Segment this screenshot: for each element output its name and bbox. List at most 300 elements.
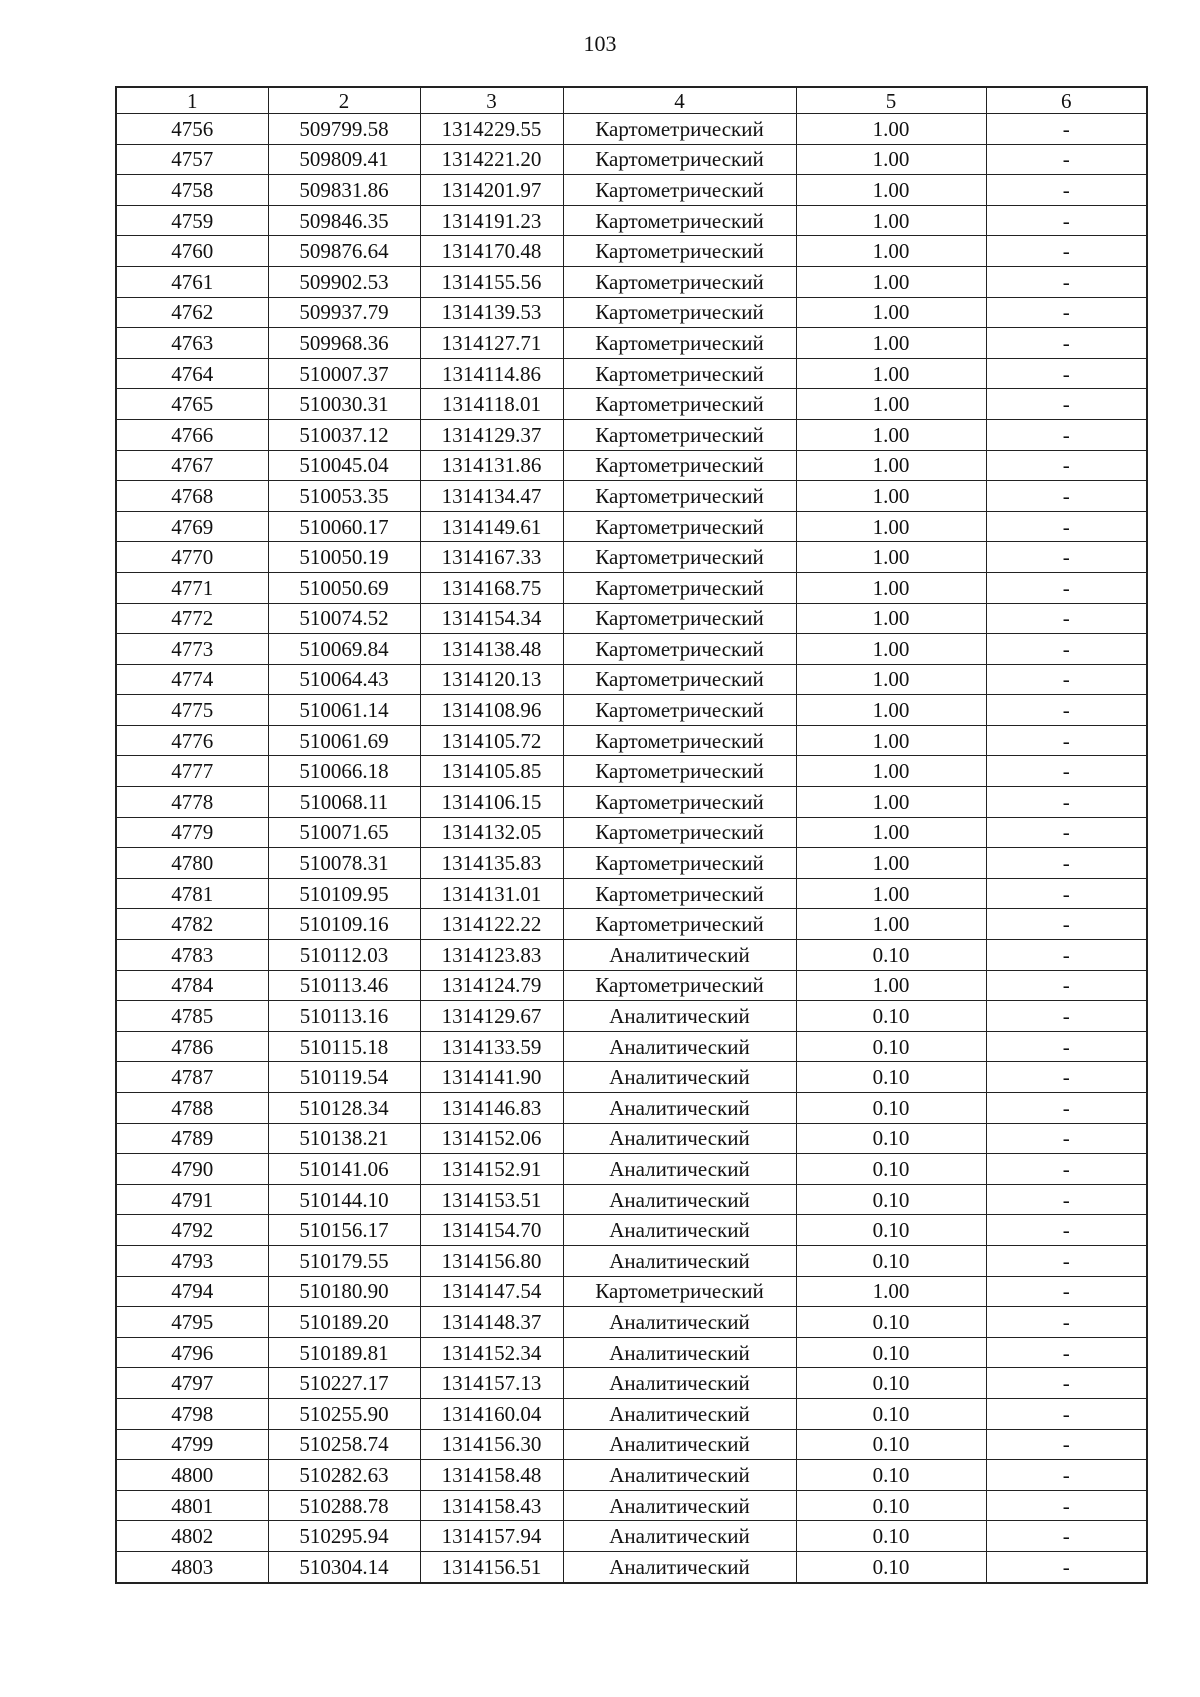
- cell-accuracy: 1.00: [796, 419, 986, 450]
- cell-y-coordinate: 1314148.37: [420, 1307, 563, 1338]
- cell-method: Картометрический: [563, 266, 796, 297]
- cell-y-coordinate: 1314118.01: [420, 389, 563, 420]
- cell-accuracy: 1.00: [796, 236, 986, 267]
- cell-note: -: [986, 878, 1147, 909]
- cell-note: -: [986, 328, 1147, 359]
- cell-method: Аналитический: [563, 940, 796, 971]
- cell-point-number: 4781: [116, 878, 268, 909]
- cell-accuracy: 1.00: [796, 144, 986, 175]
- cell-note: -: [986, 1062, 1147, 1093]
- cell-x-coordinate: 510282.63: [268, 1460, 420, 1491]
- table-row: [116, 1031, 1147, 1062]
- cell-method: Картометрический: [563, 511, 796, 542]
- header-col-2: 2: [268, 87, 420, 114]
- cell-point-number: 4763: [116, 328, 268, 359]
- cell-x-coordinate: 510050.69: [268, 572, 420, 603]
- cell-note: -: [986, 1551, 1147, 1582]
- cell-point-number: 4759: [116, 205, 268, 236]
- cell-x-coordinate: 509846.35: [268, 205, 420, 236]
- cell-x-coordinate: 510255.90: [268, 1398, 420, 1429]
- cell-y-coordinate: 1314156.51: [420, 1551, 563, 1582]
- cell-note: -: [986, 725, 1147, 756]
- cell-x-coordinate: 509809.41: [268, 144, 420, 175]
- cell-accuracy: 1.00: [796, 511, 986, 542]
- cell-note: -: [986, 1337, 1147, 1368]
- table-row: [116, 328, 1147, 359]
- cell-point-number: 4792: [116, 1215, 268, 1246]
- cell-x-coordinate: 510141.06: [268, 1154, 420, 1185]
- table-row: [116, 1337, 1147, 1368]
- cell-x-coordinate: 510060.17: [268, 511, 420, 542]
- cell-accuracy: 0.10: [796, 1398, 986, 1429]
- cell-method: Аналитический: [563, 1490, 796, 1521]
- table-row: [116, 970, 1147, 1001]
- cell-x-coordinate: 510113.46: [268, 970, 420, 1001]
- cell-note: -: [986, 634, 1147, 665]
- cell-method: Картометрический: [563, 848, 796, 879]
- cell-accuracy: 1.00: [796, 542, 986, 573]
- cell-point-number: 4770: [116, 542, 268, 573]
- cell-accuracy: 1.00: [796, 481, 986, 512]
- cell-y-coordinate: 1314152.91: [420, 1154, 563, 1185]
- cell-point-number: 4786: [116, 1031, 268, 1062]
- cell-accuracy: 0.10: [796, 940, 986, 971]
- cell-accuracy: 1.00: [796, 358, 986, 389]
- cell-accuracy: 0.10: [796, 1123, 986, 1154]
- cell-point-number: 4769: [116, 511, 268, 542]
- table-row: [116, 236, 1147, 267]
- cell-y-coordinate: 1314153.51: [420, 1184, 563, 1215]
- cell-method: Аналитический: [563, 1460, 796, 1491]
- cell-note: -: [986, 144, 1147, 175]
- table-row: [116, 1062, 1147, 1093]
- cell-x-coordinate: 510288.78: [268, 1490, 420, 1521]
- cell-method: Аналитический: [563, 1245, 796, 1276]
- cell-x-coordinate: 510128.34: [268, 1093, 420, 1124]
- cell-x-coordinate: 510074.52: [268, 603, 420, 634]
- cell-note: -: [986, 1215, 1147, 1246]
- cell-method: Аналитический: [563, 1307, 796, 1338]
- cell-y-coordinate: 1314229.55: [420, 114, 563, 145]
- cell-method: Аналитический: [563, 1184, 796, 1215]
- table-row: [116, 1398, 1147, 1429]
- cell-point-number: 4757: [116, 144, 268, 175]
- cell-y-coordinate: 1314138.48: [420, 634, 563, 665]
- header-col-5: 5: [796, 87, 986, 114]
- cell-point-number: 4777: [116, 756, 268, 787]
- cell-note: -: [986, 175, 1147, 206]
- cell-point-number: 4776: [116, 725, 268, 756]
- table-row: [116, 1184, 1147, 1215]
- cell-method: Картометрический: [563, 572, 796, 603]
- table-row: [116, 297, 1147, 328]
- cell-x-coordinate: 509902.53: [268, 266, 420, 297]
- table-row: [116, 1521, 1147, 1552]
- cell-accuracy: 0.10: [796, 1368, 986, 1399]
- cell-y-coordinate: 1314114.86: [420, 358, 563, 389]
- table-row: [116, 144, 1147, 175]
- cell-point-number: 4800: [116, 1460, 268, 1491]
- cell-y-coordinate: 1314157.13: [420, 1368, 563, 1399]
- cell-note: -: [986, 1276, 1147, 1307]
- cell-method: Аналитический: [563, 1551, 796, 1582]
- cell-note: -: [986, 1368, 1147, 1399]
- table-row: [116, 1154, 1147, 1185]
- cell-x-coordinate: 510078.31: [268, 848, 420, 879]
- cell-accuracy: 1.00: [796, 725, 986, 756]
- cell-y-coordinate: 1314160.04: [420, 1398, 563, 1429]
- cell-method: Картометрический: [563, 297, 796, 328]
- cell-point-number: 4768: [116, 481, 268, 512]
- table-row: [116, 1429, 1147, 1460]
- cell-point-number: 4783: [116, 940, 268, 971]
- cell-method: Картометрический: [563, 756, 796, 787]
- cell-accuracy: 1.00: [796, 787, 986, 818]
- cell-x-coordinate: 510053.35: [268, 481, 420, 512]
- cell-method: Аналитический: [563, 1429, 796, 1460]
- cell-point-number: 4793: [116, 1245, 268, 1276]
- cell-point-number: 4799: [116, 1429, 268, 1460]
- cell-note: -: [986, 511, 1147, 542]
- header-col-4: 4: [563, 87, 796, 114]
- cell-y-coordinate: 1314129.67: [420, 1001, 563, 1032]
- cell-y-coordinate: 1314156.30: [420, 1429, 563, 1460]
- cell-point-number: 4765: [116, 389, 268, 420]
- cell-accuracy: 1.00: [796, 266, 986, 297]
- cell-accuracy: 1.00: [796, 328, 986, 359]
- cell-note: -: [986, 542, 1147, 573]
- cell-point-number: 4785: [116, 1001, 268, 1032]
- cell-point-number: 4789: [116, 1123, 268, 1154]
- cell-x-coordinate: 510066.18: [268, 756, 420, 787]
- cell-x-coordinate: 510069.84: [268, 634, 420, 665]
- cell-point-number: 4802: [116, 1521, 268, 1552]
- cell-note: -: [986, 909, 1147, 940]
- cell-x-coordinate: 510180.90: [268, 1276, 420, 1307]
- cell-x-coordinate: 509937.79: [268, 297, 420, 328]
- cell-point-number: 4784: [116, 970, 268, 1001]
- cell-accuracy: 0.10: [796, 1490, 986, 1521]
- cell-note: -: [986, 358, 1147, 389]
- cell-accuracy: 0.10: [796, 1093, 986, 1124]
- cell-accuracy: 1.00: [796, 695, 986, 726]
- cell-note: -: [986, 603, 1147, 634]
- cell-x-coordinate: 510109.16: [268, 909, 420, 940]
- cell-note: -: [986, 1031, 1147, 1062]
- cell-point-number: 4791: [116, 1184, 268, 1215]
- cell-y-coordinate: 1314122.22: [420, 909, 563, 940]
- cell-y-coordinate: 1314154.34: [420, 603, 563, 634]
- cell-point-number: 4761: [116, 266, 268, 297]
- cell-method: Аналитический: [563, 1062, 796, 1093]
- cell-x-coordinate: 510061.14: [268, 695, 420, 726]
- cell-x-coordinate: 510061.69: [268, 725, 420, 756]
- cell-x-coordinate: 510138.21: [268, 1123, 420, 1154]
- cell-x-coordinate: 510304.14: [268, 1551, 420, 1582]
- cell-method: Аналитический: [563, 1001, 796, 1032]
- cell-point-number: 4801: [116, 1490, 268, 1521]
- cell-accuracy: 0.10: [796, 1031, 986, 1062]
- cell-note: -: [986, 419, 1147, 450]
- cell-x-coordinate: 510144.10: [268, 1184, 420, 1215]
- cell-x-coordinate: 510109.95: [268, 878, 420, 909]
- table-row: [116, 1276, 1147, 1307]
- cell-note: -: [986, 1398, 1147, 1429]
- table-row: [116, 114, 1147, 145]
- cell-y-coordinate: 1314152.06: [420, 1123, 563, 1154]
- cell-note: -: [986, 1460, 1147, 1491]
- cell-accuracy: 1.00: [796, 603, 986, 634]
- cell-accuracy: 0.10: [796, 1215, 986, 1246]
- table-row: [116, 634, 1147, 665]
- cell-note: -: [986, 1184, 1147, 1215]
- table-row: [116, 205, 1147, 236]
- cell-accuracy: 0.10: [796, 1062, 986, 1093]
- cell-point-number: 4797: [116, 1368, 268, 1399]
- cell-y-coordinate: 1314168.75: [420, 572, 563, 603]
- cell-note: -: [986, 695, 1147, 726]
- table-row: [116, 1215, 1147, 1246]
- cell-method: Картометрический: [563, 114, 796, 145]
- cell-note: -: [986, 114, 1147, 145]
- cell-method: Картометрический: [563, 725, 796, 756]
- cell-note: -: [986, 205, 1147, 236]
- cell-accuracy: 0.10: [796, 1521, 986, 1552]
- cell-point-number: 4775: [116, 695, 268, 726]
- cell-note: -: [986, 450, 1147, 481]
- cell-method: Аналитический: [563, 1368, 796, 1399]
- cell-y-coordinate: 1314106.15: [420, 787, 563, 818]
- cell-accuracy: 0.10: [796, 1460, 986, 1491]
- cell-y-coordinate: 1314146.83: [420, 1093, 563, 1124]
- cell-y-coordinate: 1314149.61: [420, 511, 563, 542]
- cell-accuracy: 1.00: [796, 878, 986, 909]
- header-col-1: 1: [116, 87, 268, 114]
- cell-point-number: 4760: [116, 236, 268, 267]
- cell-method: Картометрический: [563, 970, 796, 1001]
- cell-accuracy: 0.10: [796, 1001, 986, 1032]
- cell-y-coordinate: 1314120.13: [420, 664, 563, 695]
- cell-accuracy: 1.00: [796, 450, 986, 481]
- table-row: [116, 817, 1147, 848]
- table-row: [116, 603, 1147, 634]
- cell-point-number: 4790: [116, 1154, 268, 1185]
- cell-x-coordinate: 510295.94: [268, 1521, 420, 1552]
- cell-x-coordinate: 510227.17: [268, 1368, 420, 1399]
- cell-note: -: [986, 236, 1147, 267]
- cell-accuracy: 0.10: [796, 1184, 986, 1215]
- cell-accuracy: 1.00: [796, 572, 986, 603]
- cell-point-number: 4795: [116, 1307, 268, 1338]
- table-row: [116, 572, 1147, 603]
- cell-method: Картометрический: [563, 328, 796, 359]
- header-col-6: 6: [986, 87, 1147, 114]
- cell-method: Картометрический: [563, 695, 796, 726]
- cell-x-coordinate: 509876.64: [268, 236, 420, 267]
- cell-note: -: [986, 481, 1147, 512]
- cell-accuracy: 1.00: [796, 175, 986, 206]
- cell-point-number: 4767: [116, 450, 268, 481]
- cell-y-coordinate: 1314141.90: [420, 1062, 563, 1093]
- cell-method: Аналитический: [563, 1031, 796, 1062]
- cell-y-coordinate: 1314152.34: [420, 1337, 563, 1368]
- cell-accuracy: 0.10: [796, 1337, 986, 1368]
- cell-y-coordinate: 1314154.70: [420, 1215, 563, 1246]
- table-row: [116, 450, 1147, 481]
- cell-note: -: [986, 817, 1147, 848]
- cell-y-coordinate: 1314221.20: [420, 144, 563, 175]
- table-row: [116, 1551, 1147, 1582]
- cell-point-number: 4771: [116, 572, 268, 603]
- cell-y-coordinate: 1314132.05: [420, 817, 563, 848]
- table-row: [116, 756, 1147, 787]
- table-row: [116, 848, 1147, 879]
- cell-accuracy: 1.00: [796, 848, 986, 879]
- cell-method: Картометрический: [563, 1276, 796, 1307]
- cell-x-coordinate: 510007.37: [268, 358, 420, 389]
- cell-point-number: 4762: [116, 297, 268, 328]
- table-row: [116, 419, 1147, 450]
- cell-note: -: [986, 1429, 1147, 1460]
- cell-y-coordinate: 1314170.48: [420, 236, 563, 267]
- page-number: 103: [583, 31, 617, 56]
- cell-method: Картометрический: [563, 664, 796, 695]
- cell-note: -: [986, 1521, 1147, 1552]
- cell-accuracy: 0.10: [796, 1429, 986, 1460]
- cell-method: Картометрический: [563, 817, 796, 848]
- cell-method: Картометрический: [563, 634, 796, 665]
- cell-x-coordinate: 510179.55: [268, 1245, 420, 1276]
- cell-note: -: [986, 1123, 1147, 1154]
- cell-y-coordinate: 1314156.80: [420, 1245, 563, 1276]
- cell-x-coordinate: 510189.81: [268, 1337, 420, 1368]
- cell-x-coordinate: 510068.11: [268, 787, 420, 818]
- table-row: [116, 664, 1147, 695]
- cell-point-number: 4788: [116, 1093, 268, 1124]
- header-col-3: 3: [420, 87, 563, 114]
- cell-y-coordinate: 1314147.54: [420, 1276, 563, 1307]
- cell-method: Аналитический: [563, 1154, 796, 1185]
- cell-accuracy: 1.00: [796, 297, 986, 328]
- cell-y-coordinate: 1314108.96: [420, 695, 563, 726]
- cell-method: Аналитический: [563, 1215, 796, 1246]
- cell-x-coordinate: 510030.31: [268, 389, 420, 420]
- cell-method: Картометрический: [563, 205, 796, 236]
- cell-y-coordinate: 1314157.94: [420, 1521, 563, 1552]
- cell-accuracy: 1.00: [796, 634, 986, 665]
- cell-note: -: [986, 1001, 1147, 1032]
- cell-note: -: [986, 1093, 1147, 1124]
- cell-method: Аналитический: [563, 1337, 796, 1368]
- cell-accuracy: 0.10: [796, 1307, 986, 1338]
- cell-x-coordinate: 510050.19: [268, 542, 420, 573]
- table-row: [116, 481, 1147, 512]
- cell-y-coordinate: 1314131.01: [420, 878, 563, 909]
- cell-point-number: 4766: [116, 419, 268, 450]
- table-row: [116, 266, 1147, 297]
- cell-point-number: 4764: [116, 358, 268, 389]
- cell-method: Картометрический: [563, 144, 796, 175]
- cell-note: -: [986, 266, 1147, 297]
- cell-method: Картометрический: [563, 450, 796, 481]
- cell-method: Картометрический: [563, 909, 796, 940]
- cell-method: Аналитический: [563, 1123, 796, 1154]
- cell-x-coordinate: 509831.86: [268, 175, 420, 206]
- table-row: [116, 1001, 1147, 1032]
- cell-method: Картометрический: [563, 542, 796, 573]
- table-body: [116, 114, 1147, 1583]
- cell-note: -: [986, 297, 1147, 328]
- cell-accuracy: 1.00: [796, 114, 986, 145]
- cell-accuracy: 1.00: [796, 909, 986, 940]
- cell-note: -: [986, 756, 1147, 787]
- cell-method: Аналитический: [563, 1093, 796, 1124]
- cell-accuracy: 0.10: [796, 1551, 986, 1582]
- cell-accuracy: 1.00: [796, 205, 986, 236]
- cell-accuracy: 0.10: [796, 1154, 986, 1185]
- cell-y-coordinate: 1314158.43: [420, 1490, 563, 1521]
- cell-point-number: 4782: [116, 909, 268, 940]
- table-row: [116, 511, 1147, 542]
- cell-accuracy: 1.00: [796, 1276, 986, 1307]
- cell-y-coordinate: 1314134.47: [420, 481, 563, 512]
- cell-method: Картометрический: [563, 419, 796, 450]
- cell-point-number: 4758: [116, 175, 268, 206]
- cell-note: -: [986, 1154, 1147, 1185]
- cell-x-coordinate: 510113.16: [268, 1001, 420, 1032]
- table-row: [116, 1093, 1147, 1124]
- cell-x-coordinate: 509799.58: [268, 114, 420, 145]
- cell-y-coordinate: 1314123.83: [420, 940, 563, 971]
- cell-accuracy: 1.00: [796, 756, 986, 787]
- cell-note: -: [986, 664, 1147, 695]
- cell-y-coordinate: 1314129.37: [420, 419, 563, 450]
- cell-y-coordinate: 1314131.86: [420, 450, 563, 481]
- cell-y-coordinate: 1314201.97: [420, 175, 563, 206]
- cell-x-coordinate: 510119.54: [268, 1062, 420, 1093]
- cell-note: -: [986, 1307, 1147, 1338]
- cell-note: -: [986, 940, 1147, 971]
- cell-method: Аналитический: [563, 1521, 796, 1552]
- table-row: [116, 1460, 1147, 1491]
- table-row: [116, 878, 1147, 909]
- cell-x-coordinate: 510045.04: [268, 450, 420, 481]
- table-header-row: [116, 87, 1147, 114]
- cell-point-number: 4779: [116, 817, 268, 848]
- cell-note: -: [986, 1245, 1147, 1276]
- cell-x-coordinate: 510112.03: [268, 940, 420, 971]
- cell-point-number: 4787: [116, 1062, 268, 1093]
- table-row: [116, 695, 1147, 726]
- cell-y-coordinate: 1314158.48: [420, 1460, 563, 1491]
- cell-accuracy: 1.00: [796, 389, 986, 420]
- cell-y-coordinate: 1314135.83: [420, 848, 563, 879]
- cell-x-coordinate: 510064.43: [268, 664, 420, 695]
- cell-accuracy: 1.00: [796, 664, 986, 695]
- cell-point-number: 4803: [116, 1551, 268, 1582]
- cell-y-coordinate: 1314139.53: [420, 297, 563, 328]
- cell-x-coordinate: 510037.12: [268, 419, 420, 450]
- table-row: [116, 787, 1147, 818]
- cell-point-number: 4794: [116, 1276, 268, 1307]
- cell-note: -: [986, 572, 1147, 603]
- table-row: [116, 1245, 1147, 1276]
- table-row: [116, 175, 1147, 206]
- cell-point-number: 4780: [116, 848, 268, 879]
- table-row: [116, 358, 1147, 389]
- cell-x-coordinate: 510258.74: [268, 1429, 420, 1460]
- table-row: [116, 725, 1147, 756]
